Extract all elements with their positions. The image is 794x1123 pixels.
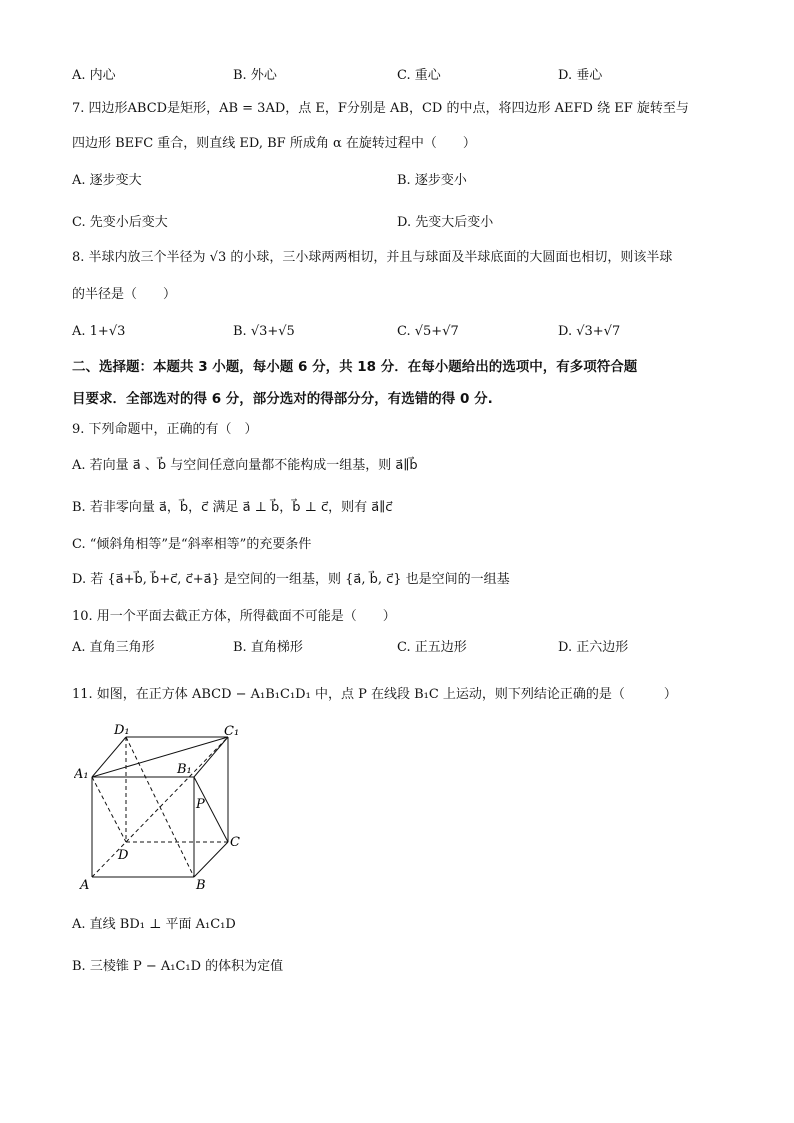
q9-stem: 9. 下列命题中，正确的有（ ） — [72, 422, 258, 437]
section2-heading-line2: 目要求．全部选对的得 6 分，部分选对的得部分分，有选错的得 0 分. — [72, 391, 493, 407]
line-A1C1 — [92, 737, 228, 777]
q11-option-b: B. 三棱锥 P − A₁C₁D 的体积为定值 — [72, 959, 284, 974]
q9-option-c: C. “倾斜角相等”是“斜率相等”的充要条件 — [72, 537, 312, 552]
q9-option-a: A. 若向量 a⃗ 、b⃗ 与空间任意向量都不能构成一组基，则 a⃗∥b⃗ — [72, 458, 418, 473]
q6-option-a: A. 内心 — [72, 68, 116, 83]
line-BD1 — [126, 737, 194, 877]
q8-stem-line2: 的半径是（ ） — [72, 287, 177, 302]
label-B: B — [196, 878, 206, 893]
section2-heading-line1: 二、选择题：本题共 3 小题，每小题 6 分，共 18 分．在每小题给出的选项中，有多项符合题 — [72, 359, 638, 375]
label-D1: D₁ — [114, 723, 130, 738]
q8-option-d: D. √3+√7 — [558, 324, 621, 339]
q10-option-a: A. 直角三角形 — [72, 640, 155, 655]
q8-option-a: A. 1+√3 — [72, 324, 126, 339]
line-A1D — [92, 777, 126, 842]
q9-option-b: B. 若非零向量 a⃗，b⃗，c⃗ 满足 a⃗ ⊥ b⃗，b⃗ ⊥ c⃗，则有 a⃗∥c⃗ — [72, 500, 393, 515]
line-DC1 — [126, 737, 228, 842]
q8-option-b: B. √3+√5 — [233, 324, 295, 339]
q6-option-c: C. 重心 — [397, 68, 441, 83]
label-P: P — [196, 797, 205, 812]
label-A1: A₁ — [74, 767, 89, 782]
label-D: D — [118, 848, 129, 863]
q7-option-b: B. 逐步变小 — [397, 173, 467, 188]
label-C: C — [230, 835, 240, 850]
edge-B1C1 — [194, 737, 228, 777]
cube-figure — [74, 722, 254, 897]
q6-option-b: B. 外心 — [233, 68, 277, 83]
q7-stem-line1: 7. 四边形ABCD是矩形，AB = 3AD，点 E，F分别是 AB，CD 的中点，将四边形 AEFD 绕 EF 旋转至与 — [72, 101, 689, 116]
q6-option-d: D. 垂心 — [558, 68, 603, 83]
q7-stem-line2: 四边形 BEFC 重合，则直线 ED, BF 所成角 α 在旋转过程中（ ） — [72, 136, 476, 151]
q8-option-c: C. √5+√7 — [397, 324, 459, 339]
q11-stem: 11. 如图，在正方体 ABCD − A₁B₁C₁D₁ 中，点 P 在线段 B₁C 上运动，则下列结论正确的是（ ） — [72, 687, 677, 702]
q7-option-d: D. 先变大后变小 — [397, 215, 494, 230]
q7-option-c: C. 先变小后变大 — [72, 215, 168, 230]
edge-A1D1 — [92, 737, 126, 777]
edge-BC — [194, 842, 228, 877]
q11-option-a: A. 直线 BD₁ ⊥ 平面 A₁C₁D — [72, 917, 236, 932]
label-A: A — [80, 878, 90, 893]
label-C1: C₁ — [224, 724, 240, 739]
q10-option-b: B. 直角梯形 — [233, 640, 303, 655]
q8-stem-line1: 8. 半球内放三个半径为 √3 的小球，三小球两两相切，并且与球面及半球底面的大圆面也相切，则该半球 — [72, 250, 673, 265]
q10-option-d: D. 正六边形 — [558, 640, 629, 655]
q9-option-d: D. 若 {a⃗+b⃗, b⃗+c⃗, c⃗+a⃗} 是空间的一组基，则 {a⃗, b⃗, c⃗} 也是空间的一组基 — [72, 572, 510, 587]
label-B1: B₁ — [177, 762, 192, 777]
q7-option-a: A. 逐步变大 — [72, 173, 142, 188]
q10-stem: 10. 用一个平面去截正方体，所得截面不可能是（ ） — [72, 609, 396, 624]
q10-option-c: C. 正五边形 — [397, 640, 467, 655]
